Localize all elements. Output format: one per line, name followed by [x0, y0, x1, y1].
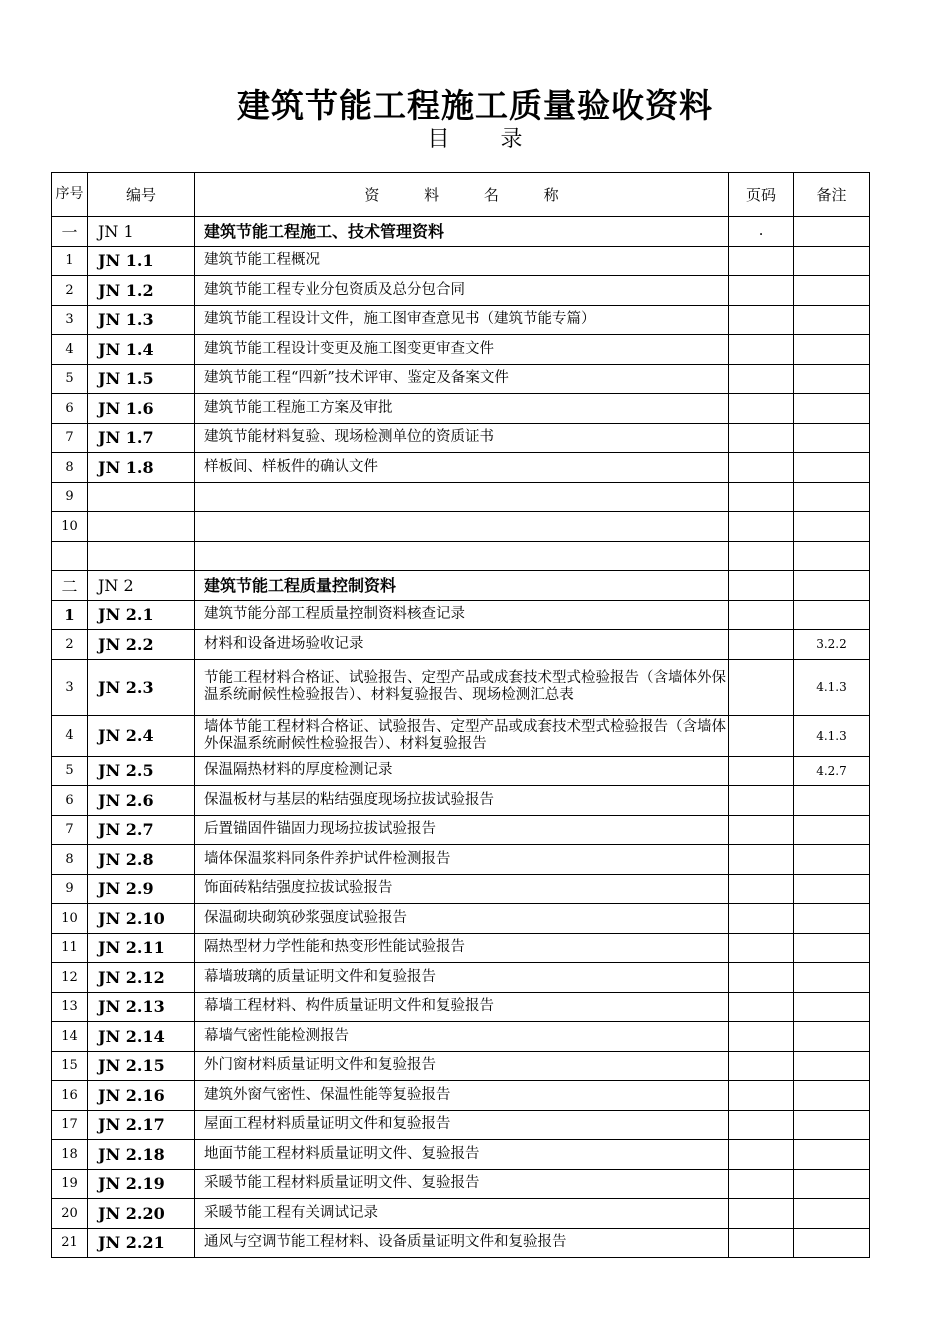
row-page-cell	[729, 364, 794, 394]
row-code-cell: JN 2.1	[88, 600, 195, 630]
header-note: 备注	[794, 173, 870, 217]
row-note-cell: 4.2.7	[794, 756, 870, 786]
row-name-cell: 保温板材与基层的粘结强度现场拉拔试验报告	[195, 786, 729, 816]
row-page-cell	[729, 715, 794, 756]
row-code-cell: JN 2.19	[88, 1169, 195, 1199]
row-name-cell: 建筑节能工程“四新”技术评审、鉴定及备案文件	[195, 364, 729, 394]
row-seq-cell: 2	[52, 630, 88, 660]
row-code-cell: JN 1.7	[88, 423, 195, 453]
table-row	[52, 364, 870, 394]
row-note-cell	[794, 541, 870, 571]
row-code-cell: JN 2.21	[88, 1228, 195, 1258]
table-row	[52, 963, 870, 993]
row-name-cell: 建筑节能工程设计变更及施工图变更审查文件	[195, 335, 729, 365]
row-seq-cell: 6	[52, 786, 88, 816]
row-code-cell: JN 2.10	[88, 904, 195, 934]
row-seq-cell: 18	[52, 1140, 88, 1170]
table-row	[52, 756, 870, 786]
row-name-cell: 建筑节能工程概况	[195, 246, 729, 276]
row-seq-cell: 3	[52, 659, 88, 715]
table-row	[52, 659, 870, 715]
row-code-cell: JN 2.16	[88, 1081, 195, 1111]
row-code-cell: JN 2.5	[88, 756, 195, 786]
row-note-cell	[794, 1199, 870, 1229]
row-page-cell	[729, 992, 794, 1022]
row-code-cell: JN 1.1	[88, 246, 195, 276]
header-seq: 序号	[52, 173, 88, 217]
table-row	[52, 335, 870, 365]
row-name-cell: 建筑节能工程施工、技术管理资料	[195, 217, 729, 247]
row-name-cell	[195, 512, 729, 542]
row-note-cell	[794, 815, 870, 845]
row-page-cell	[729, 963, 794, 993]
row-note-cell	[794, 217, 870, 247]
row-code-cell: JN 2.13	[88, 992, 195, 1022]
row-page-cell	[729, 1051, 794, 1081]
row-code-cell: JN 2	[88, 571, 195, 601]
row-page-cell	[729, 630, 794, 660]
row-name-cell: 节能工程材料合格证、试验报告、定型产品或成套技术型式检验报告（含墙体外保温系统耐候性检验报告）、材料复验报告、现场检测汇总表	[195, 659, 729, 715]
row-code-cell: JN 2.8	[88, 845, 195, 875]
row-name-cell	[195, 482, 729, 512]
row-page-cell	[729, 1022, 794, 1052]
row-seq-cell: 9	[52, 482, 88, 512]
row-page-cell	[729, 1169, 794, 1199]
table-row	[52, 845, 870, 875]
row-note-cell	[794, 1081, 870, 1111]
row-page-cell	[729, 845, 794, 875]
table-row	[52, 600, 870, 630]
row-name-cell: 地面节能工程材料质量证明文件、复验报告	[195, 1140, 729, 1170]
row-note-cell	[794, 963, 870, 993]
row-name-cell: 墙体保温浆料同条件养护试件检测报告	[195, 845, 729, 875]
table-row	[52, 482, 870, 512]
row-note-cell	[794, 1110, 870, 1140]
row-name-cell: 后置锚固件锚固力现场拉拔试验报告	[195, 815, 729, 845]
row-seq-cell: 2	[52, 276, 88, 306]
row-code-cell: JN 2.18	[88, 1140, 195, 1170]
row-seq-cell: 1	[52, 600, 88, 630]
row-note-cell	[794, 874, 870, 904]
row-note-cell	[794, 453, 870, 483]
row-page-cell	[729, 756, 794, 786]
table-row	[52, 541, 870, 571]
row-note-cell	[794, 1022, 870, 1052]
section-row	[52, 571, 870, 601]
table-row	[52, 394, 870, 424]
row-note-cell	[794, 1169, 870, 1199]
row-note-cell	[794, 394, 870, 424]
table-row	[52, 992, 870, 1022]
row-page-cell	[729, 904, 794, 934]
header-page: 页码	[729, 173, 794, 217]
row-code-cell: JN 2.6	[88, 786, 195, 816]
row-code-cell: JN 1.8	[88, 453, 195, 483]
row-page-cell	[729, 571, 794, 601]
row-page-cell	[729, 1081, 794, 1111]
row-name-cell: 保温隔热材料的厚度检测记录	[195, 756, 729, 786]
table-row	[52, 874, 870, 904]
row-seq-cell: 20	[52, 1199, 88, 1229]
row-page-cell	[729, 541, 794, 571]
row-name-cell	[195, 541, 729, 571]
document-subtitle: 目 录	[427, 127, 545, 152]
row-note-cell	[794, 845, 870, 875]
table-row	[52, 1140, 870, 1170]
table-row	[52, 246, 870, 276]
row-note-cell	[794, 992, 870, 1022]
contents-table	[51, 172, 870, 1258]
row-page-cell	[729, 659, 794, 715]
row-note-cell	[794, 600, 870, 630]
row-seq-cell: 12	[52, 963, 88, 993]
row-seq-cell: 7	[52, 815, 88, 845]
table-row	[52, 715, 870, 756]
row-note-cell	[794, 786, 870, 816]
row-page-cell	[729, 1199, 794, 1229]
row-seq-cell: 4	[52, 335, 88, 365]
table-row	[52, 1022, 870, 1052]
row-code-cell: JN 2.7	[88, 815, 195, 845]
row-code-cell: JN 2.15	[88, 1051, 195, 1081]
row-code-cell: JN 2.20	[88, 1199, 195, 1229]
row-page-cell	[729, 1110, 794, 1140]
row-code-cell: JN 2.14	[88, 1022, 195, 1052]
row-seq-cell: 15	[52, 1051, 88, 1081]
row-page-cell	[729, 933, 794, 963]
row-name-cell: 幕墙气密性能检测报告	[195, 1022, 729, 1052]
row-name-cell: 建筑外窗气密性、保温性能等复验报告	[195, 1081, 729, 1111]
table-header-row	[52, 173, 870, 217]
table-row	[52, 1228, 870, 1258]
row-code-cell: JN 2.4	[88, 715, 195, 756]
row-code-cell: JN 1.2	[88, 276, 195, 306]
table-row	[52, 512, 870, 542]
row-code-cell: JN 1.5	[88, 364, 195, 394]
section-row	[52, 217, 870, 247]
table-row	[52, 305, 870, 335]
row-note-cell: 3.2.2	[794, 630, 870, 660]
row-page-cell: .	[729, 217, 794, 247]
table-row	[52, 630, 870, 660]
table-row	[52, 904, 870, 934]
row-note-cell	[794, 364, 870, 394]
row-note-cell	[794, 482, 870, 512]
row-name-cell: 建筑节能工程施工方案及审批	[195, 394, 729, 424]
row-seq-cell: 一	[52, 217, 88, 247]
row-name-cell: 外门窗材料质量证明文件和复验报告	[195, 1051, 729, 1081]
row-page-cell	[729, 394, 794, 424]
table-row	[52, 1051, 870, 1081]
row-code-cell: JN 1	[88, 217, 195, 247]
table-row	[52, 423, 870, 453]
row-note-cell	[794, 276, 870, 306]
row-page-cell	[729, 305, 794, 335]
row-page-cell	[729, 815, 794, 845]
table-body	[52, 217, 870, 1258]
row-note-cell: 4.1.3	[794, 659, 870, 715]
row-page-cell	[729, 335, 794, 365]
row-note-cell	[794, 1140, 870, 1170]
row-seq-cell: 8	[52, 453, 88, 483]
row-note-cell	[794, 305, 870, 335]
row-seq-cell: 10	[52, 512, 88, 542]
row-seq-cell: 5	[52, 756, 88, 786]
table-row	[52, 1081, 870, 1111]
row-code-cell: JN 2.9	[88, 874, 195, 904]
row-seq-cell: 5	[52, 364, 88, 394]
row-seq-cell	[52, 541, 88, 571]
row-seq-cell: 21	[52, 1228, 88, 1258]
row-code-cell: JN 1.3	[88, 305, 195, 335]
row-seq-cell: 14	[52, 1022, 88, 1052]
row-seq-cell: 19	[52, 1169, 88, 1199]
row-page-cell	[729, 1228, 794, 1258]
row-name-cell: 饰面砖粘结强度拉拔试验报告	[195, 874, 729, 904]
table-row	[52, 453, 870, 483]
row-code-cell: JN 2.17	[88, 1110, 195, 1140]
row-note-cell	[794, 246, 870, 276]
header-code: 编号	[88, 173, 195, 217]
row-code-cell	[88, 541, 195, 571]
row-note-cell	[794, 1051, 870, 1081]
row-name-cell: 保温砌块砌筑砂浆强度试验报告	[195, 904, 729, 934]
row-page-cell	[729, 786, 794, 816]
table-row	[52, 276, 870, 306]
table-row	[52, 1169, 870, 1199]
row-seq-cell: 4	[52, 715, 88, 756]
row-name-cell: 采暖节能工程材料质量证明文件、复验报告	[195, 1169, 729, 1199]
row-note-cell	[794, 571, 870, 601]
row-code-cell	[88, 482, 195, 512]
row-name-cell: 采暖节能工程有关调试记录	[195, 1199, 729, 1229]
row-code-cell: JN 2.11	[88, 933, 195, 963]
row-code-cell: JN 1.4	[88, 335, 195, 365]
row-page-cell	[729, 276, 794, 306]
row-name-cell: 通风与空调节能工程材料、设备质量证明文件和复验报告	[195, 1228, 729, 1258]
row-code-cell: JN 2.12	[88, 963, 195, 993]
row-page-cell	[729, 246, 794, 276]
row-seq-cell: 二	[52, 571, 88, 601]
row-page-cell	[729, 512, 794, 542]
row-code-cell: JN 1.6	[88, 394, 195, 424]
row-page-cell	[729, 600, 794, 630]
row-seq-cell: 13	[52, 992, 88, 1022]
document-title: 建筑节能工程施工质量验收资料	[237, 86, 713, 125]
row-seq-cell: 6	[52, 394, 88, 424]
row-note-cell	[794, 423, 870, 453]
row-seq-cell: 1	[52, 246, 88, 276]
row-name-cell: 建筑节能材料复验、现场检测单位的资质证书	[195, 423, 729, 453]
row-name-cell: 建筑节能工程设计文件，施工图审查意见书（建筑节能专篇）	[195, 305, 729, 335]
row-note-cell	[794, 933, 870, 963]
row-seq-cell: 11	[52, 933, 88, 963]
row-note-cell	[794, 1228, 870, 1258]
row-seq-cell: 16	[52, 1081, 88, 1111]
row-page-cell	[729, 482, 794, 512]
table-row	[52, 1110, 870, 1140]
row-name-cell: 墙体节能工程材料合格证、试验报告、定型产品或成套技术型式检验报告（含墙体外保温系统耐候性检验报告）、材料复验报告	[195, 715, 729, 756]
table-row	[52, 815, 870, 845]
row-name-cell: 样板间、样板件的确认文件	[195, 453, 729, 483]
row-page-cell	[729, 874, 794, 904]
row-code-cell: JN 2.3	[88, 659, 195, 715]
row-note-cell	[794, 335, 870, 365]
row-seq-cell: 10	[52, 904, 88, 934]
row-code-cell	[88, 512, 195, 542]
row-name-cell: 屋面工程材料质量证明文件和复验报告	[195, 1110, 729, 1140]
row-name-cell: 幕墙玻璃的质量证明文件和复验报告	[195, 963, 729, 993]
row-name-cell: 隔热型材力学性能和热变形性能试验报告	[195, 933, 729, 963]
row-seq-cell: 3	[52, 305, 88, 335]
row-seq-cell: 17	[52, 1110, 88, 1140]
row-seq-cell: 7	[52, 423, 88, 453]
row-name-cell: 建筑节能工程专业分包资质及总分包合同	[195, 276, 729, 306]
row-note-cell	[794, 904, 870, 934]
row-page-cell	[729, 423, 794, 453]
row-name-cell: 幕墙工程材料、构件质量证明文件和复验报告	[195, 992, 729, 1022]
row-note-cell: 4.1.3	[794, 715, 870, 756]
row-seq-cell: 8	[52, 845, 88, 875]
row-page-cell	[729, 1140, 794, 1170]
header-name: 资 料 名 称	[195, 173, 729, 217]
row-name-cell: 建筑节能工程质量控制资料	[195, 571, 729, 601]
row-name-cell: 建筑节能分部工程质量控制资料核查记录	[195, 600, 729, 630]
row-seq-cell: 9	[52, 874, 88, 904]
table-row	[52, 1199, 870, 1229]
row-code-cell: JN 2.2	[88, 630, 195, 660]
row-name-cell: 材料和设备进场验收记录	[195, 630, 729, 660]
table-row	[52, 786, 870, 816]
table-row	[52, 933, 870, 963]
row-note-cell	[794, 512, 870, 542]
row-page-cell	[729, 453, 794, 483]
